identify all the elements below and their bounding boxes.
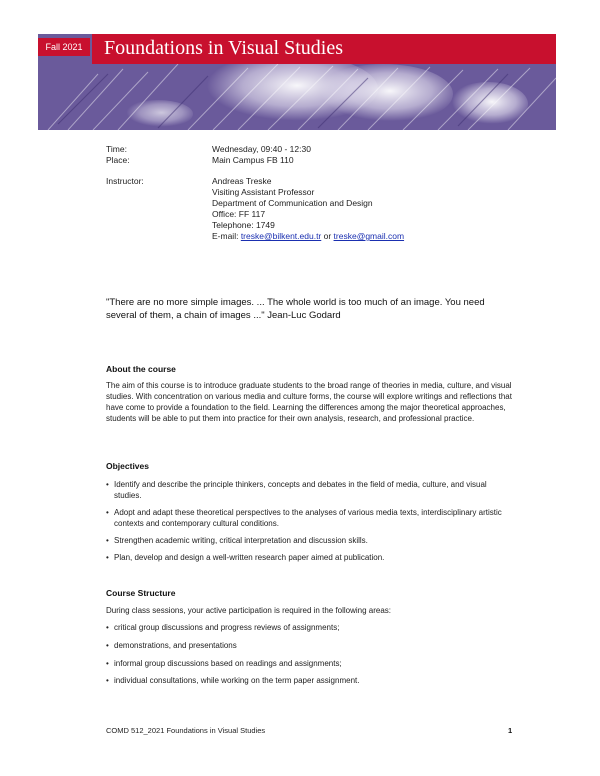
instructor-department: Department of Communication and Design [212,198,373,208]
email-link-bilkent[interactable]: treske@bilkent.edu.tr [240,231,322,241]
structure-item: • informal group discussions based on readings and assignments; [106,658,516,669]
objective-item: • Adopt and adapt these theoretical perspectives to the analyses of various media texts, interdisciplinary artistic contexts and contemporary cultural conditions. [106,507,516,529]
objective-item: • Strengthen academic writing, critical interpretation and discussion skills. [106,535,516,546]
course-title: Foundations in Visual Studies [104,37,344,59]
course-title-bar [92,34,556,64]
objective-item: • Plan, develop and design a well-written research paper aimed at publication. [106,552,516,563]
place-value: Main Campus FB 110 [212,155,294,165]
godard-quote: "There are no more simple images. ... The whole world is too much of an image. You need several of them, a chain of images ..." Jean-Luc Godard [106,297,485,321]
instructor-email-line [212,231,404,242]
instructor-title: Visiting Assistant Professor [212,187,315,197]
objective-item: • Identify and describe the principle thinkers, concepts and debates in the field of media, culture, and visual studies. [106,479,516,501]
course-structure-intro: During class sessions, your active participation is required in the following areas: [106,606,392,615]
about-heading: About the course [106,364,176,374]
instructor-name: Andreas Treske [212,176,272,186]
page-number: 1 [508,726,513,735]
term-badge: Fall 2021 [38,38,90,56]
email-separator: or [321,231,334,241]
objectives-heading: Objectives [106,461,149,471]
time-label: Time: [106,144,127,154]
instructor-office: Office: FF 117 [212,209,266,219]
instructor-telephone: Telephone: 1749 [212,220,275,230]
place-label: Place: [106,155,130,165]
footer-course-label: COMD 512_2021 Foundations in Visual Studies [106,726,266,735]
structure-item: • individual consultations, while working on the term paper assignment. [106,675,516,686]
structure-item: • demonstrations, and presentations [106,640,516,651]
course-structure-heading: Course Structure [106,588,176,598]
email-prefix: E-mail: [212,231,241,241]
time-value: Wednesday, 09:40 - 12:30 [212,144,311,154]
instructor-label: Instructor: [106,176,144,186]
email-link-gmail[interactable]: treske@gmail.com [333,231,405,241]
structure-item: • critical group discussions and progress reviews of assignments; [106,622,516,633]
about-paragraph: The aim of this course is to introduce graduate students to the broad range of theories in media, culture, and visual studies. With concentration on various media and culture forms, the course will explore writings and reflections that have come to provide a foundation to the field. Learning the differences among the major theoretical approaches, students will be able to put them into practice for their own analysis, research, and professional practice. [106,381,512,423]
